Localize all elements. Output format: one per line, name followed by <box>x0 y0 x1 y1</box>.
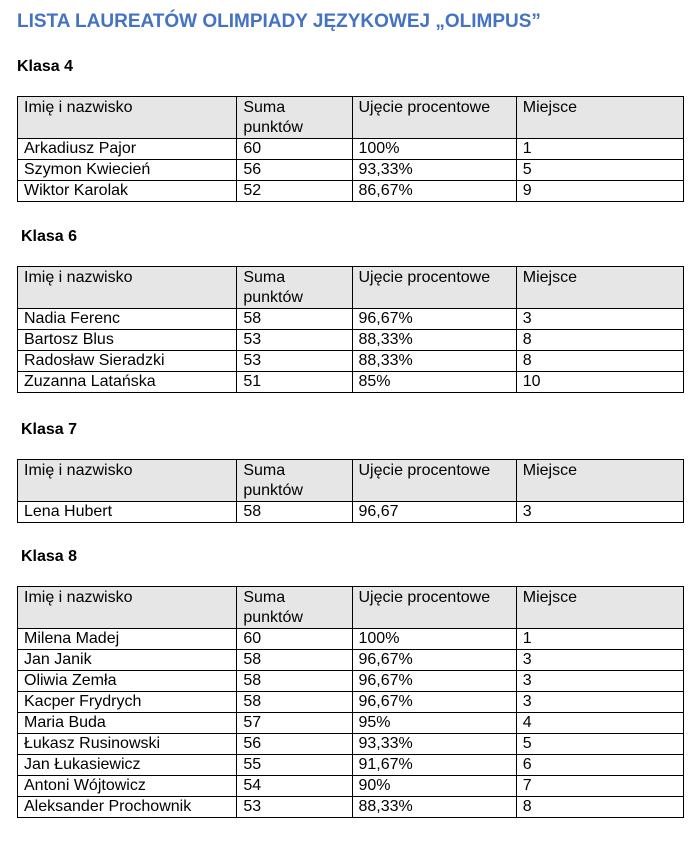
cell-percentage: 88,33% <box>352 351 516 372</box>
cell-percentage: 91,67% <box>352 755 516 776</box>
cell-name: Arkadiusz Pajor <box>18 139 237 160</box>
cell-percentage: 96,67% <box>352 650 516 671</box>
cell-name: Nadia Ferenc <box>18 309 237 330</box>
cell-name: Milena Madej <box>18 629 237 650</box>
cell-place: 1 <box>516 139 683 160</box>
table-row <box>18 650 684 671</box>
cell-percentage: 85% <box>352 372 516 393</box>
table-row <box>18 713 684 734</box>
document-title: LISTA LAUREATÓW OLIMPIADY JĘZYKOWEJ „OLIMPUS” <box>17 11 541 32</box>
cell-place: 8 <box>516 330 683 351</box>
cell-points: 53 <box>237 797 352 818</box>
column-header-points: Suma punktów <box>237 97 352 139</box>
column-header-place: Miejsce <box>516 267 683 309</box>
section-heading-klasa-6: Klasa 6 <box>21 228 78 245</box>
cell-percentage: 95% <box>352 713 516 734</box>
cell-percentage: 96,67% <box>352 692 516 713</box>
cell-name: Aleksander Prochownik <box>18 797 237 818</box>
column-header-points: Suma punktów <box>237 587 352 629</box>
cell-place: 8 <box>516 351 683 372</box>
column-header-place: Miejsce <box>516 97 683 139</box>
table-row <box>18 330 684 351</box>
cell-points: 58 <box>237 502 352 523</box>
table-header-row <box>18 460 684 502</box>
cell-name: Maria Buda <box>18 713 237 734</box>
cell-place: 1 <box>516 629 683 650</box>
table-row <box>18 372 684 393</box>
table-row <box>18 671 684 692</box>
cell-name: Jan Łukasiewicz <box>18 755 237 776</box>
cell-points: 56 <box>237 160 352 181</box>
cell-place: 6 <box>516 755 683 776</box>
cell-place: 4 <box>516 713 683 734</box>
cell-percentage: 88,33% <box>352 330 516 351</box>
cell-points: 53 <box>237 351 352 372</box>
cell-place: 3 <box>516 502 683 523</box>
column-header-name: Imię i nazwisko <box>18 267 237 309</box>
column-header-place: Miejsce <box>516 460 683 502</box>
cell-percentage: 96,67 <box>352 502 516 523</box>
cell-points: 54 <box>237 776 352 797</box>
cell-name: Łukasz Rusinowski <box>18 734 237 755</box>
section-heading-klasa-4: Klasa 4 <box>17 58 74 75</box>
cell-name: Zuzanna Latańska <box>18 372 237 393</box>
table-row <box>18 502 684 523</box>
section-heading-klasa-8: Klasa 8 <box>21 548 78 565</box>
column-header-name: Imię i nazwisko <box>18 460 237 502</box>
column-header-points: Suma punktów <box>237 460 352 502</box>
cell-points: 53 <box>237 330 352 351</box>
cell-points: 58 <box>237 309 352 330</box>
cell-name: Lena Hubert <box>18 502 237 523</box>
cell-points: 51 <box>237 372 352 393</box>
column-header-percentage: Ujęcie procentowe <box>352 460 516 502</box>
column-header-percentage: Ujęcie procentowe <box>352 97 516 139</box>
cell-place: 8 <box>516 797 683 818</box>
table-row <box>18 160 684 181</box>
table-row <box>18 181 684 202</box>
cell-percentage: 86,67% <box>352 181 516 202</box>
cell-place: 3 <box>516 671 683 692</box>
cell-name: Kacper Frydrych <box>18 692 237 713</box>
results-table-klasa-6 <box>17 266 684 393</box>
results-table-klasa-7 <box>17 459 684 523</box>
results-table-klasa-8 <box>17 586 684 818</box>
table-row <box>18 139 684 160</box>
cell-percentage: 100% <box>352 139 516 160</box>
cell-place: 5 <box>516 734 683 755</box>
table-header-row <box>18 267 684 309</box>
cell-percentage: 96,67% <box>352 671 516 692</box>
cell-name: Wiktor Karolak <box>18 181 237 202</box>
column-header-name: Imię i nazwisko <box>18 97 237 139</box>
cell-place: 3 <box>516 650 683 671</box>
cell-name: Bartosz Blus <box>18 330 237 351</box>
column-header-name: Imię i nazwisko <box>18 587 237 629</box>
cell-points: 57 <box>237 713 352 734</box>
column-header-place: Miejsce <box>516 587 683 629</box>
table-header-row <box>18 587 684 629</box>
cell-points: 55 <box>237 755 352 776</box>
results-table-klasa-4 <box>17 96 684 202</box>
table-row <box>18 776 684 797</box>
table-row <box>18 692 684 713</box>
cell-percentage: 93,33% <box>352 734 516 755</box>
cell-percentage: 88,33% <box>352 797 516 818</box>
cell-percentage: 100% <box>352 629 516 650</box>
column-header-percentage: Ujęcie procentowe <box>352 587 516 629</box>
cell-name: Szymon Kwiecień <box>18 160 237 181</box>
cell-name: Jan Janik <box>18 650 237 671</box>
cell-name: Radosław Sieradzki <box>18 351 237 372</box>
cell-name: Antoni Wójtowicz <box>18 776 237 797</box>
column-header-points: Suma punktów <box>237 267 352 309</box>
table-row <box>18 734 684 755</box>
cell-percentage: 96,67% <box>352 309 516 330</box>
cell-points: 56 <box>237 734 352 755</box>
cell-place: 3 <box>516 309 683 330</box>
section-heading-klasa-7: Klasa 7 <box>21 421 78 438</box>
table-row <box>18 309 684 330</box>
cell-place: 9 <box>516 181 683 202</box>
table-row <box>18 629 684 650</box>
cell-points: 60 <box>237 139 352 160</box>
cell-name: Oliwia Zemła <box>18 671 237 692</box>
cell-points: 58 <box>237 692 352 713</box>
cell-place: 5 <box>516 160 683 181</box>
table-row <box>18 351 684 372</box>
cell-points: 58 <box>237 671 352 692</box>
cell-points: 58 <box>237 650 352 671</box>
cell-place: 10 <box>516 372 683 393</box>
cell-points: 60 <box>237 629 352 650</box>
table-header-row <box>18 97 684 139</box>
cell-points: 52 <box>237 181 352 202</box>
cell-percentage: 93,33% <box>352 160 516 181</box>
table-row <box>18 797 684 818</box>
column-header-percentage: Ujęcie procentowe <box>352 267 516 309</box>
cell-place: 7 <box>516 776 683 797</box>
cell-percentage: 90% <box>352 776 516 797</box>
table-row <box>18 755 684 776</box>
cell-place: 3 <box>516 692 683 713</box>
